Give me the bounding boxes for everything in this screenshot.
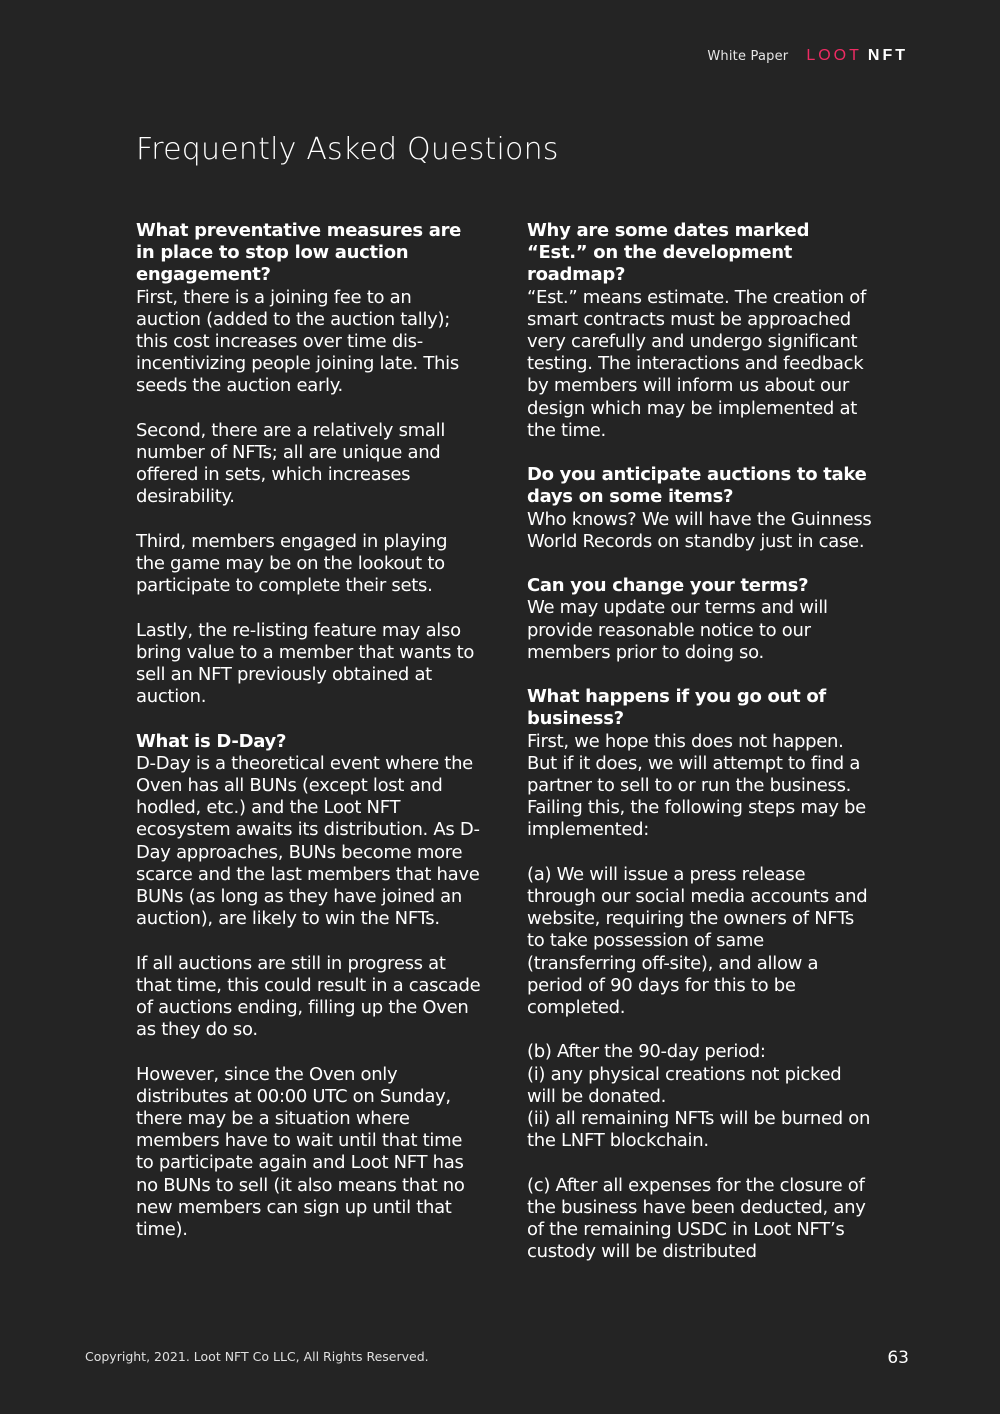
faq-answer-paragraph: Third, members engaged in playing the game may be on the lookout to participate to complete their sets. bbox=[136, 530, 448, 597]
faq-question: Can you change your terms? bbox=[527, 575, 809, 597]
faq-answer-paragraph: However, since the Oven only distributes at 00:00 UTC on Sunday, there may be a situation where members have to wait until that time to participate again and Loot NFT has no BUNs to sell (it also means that no new members can sign up until that time). bbox=[136, 1063, 465, 1241]
faq-right-column bbox=[527, 220, 872, 1286]
faq-answer-paragraph: First, there is a joining fee to an auction (added to the auction tally); this cost increases over time dis-incentivizing people joining late. This seeds the auction early. bbox=[136, 286, 459, 397]
faq-question: Do you anticipate auctions to take days on some items? bbox=[527, 464, 867, 508]
faq-answer-paragraph: (c) After all expenses for the closure of the business have been deducted, any of the remaining USDC in Loot NFT’s custody will be distributed bbox=[527, 1174, 866, 1263]
header-label: White Paper bbox=[707, 48, 789, 64]
faq-list-heading: (b) After the 90-day period: bbox=[527, 1041, 766, 1063]
faq-answer-list bbox=[527, 1041, 872, 1152]
faq-answer-paragraph: “Est.” means estimate. The creation of smart contracts must be approached very carefully and undergo significant testing. The interactions and feedback by members will inform us about our design which may be implemented at the time. bbox=[527, 286, 867, 441]
page-header bbox=[707, 47, 908, 65]
faq-item-d-day bbox=[136, 731, 481, 1242]
faq-answer-paragraph: Who knows? We will have the Guinness World Records on standby just in case. bbox=[527, 508, 872, 552]
faq-answer-paragraph: D-Day is a theoretical event where the Oven has all BUNs (except lost and hodled, etc.) and the Loot NFT ecosystem awaits its distribution. As D-Day approaches, BUNs become more scarce and the last members that have BUNs (as long as they have joined an auction), are likely to win the NFTs. bbox=[136, 752, 480, 930]
faq-left-column bbox=[136, 220, 481, 1263]
faq-answer-paragraph: Lastly, the re-listing feature may also bring value to a member that wants to sell an NFT previously obtained at auction. bbox=[136, 619, 475, 708]
faq-list-item: (ii) all remaining NFTs will be burned on the LNFT blockchain. bbox=[527, 1108, 871, 1152]
brand-logo-loot: LOOT bbox=[806, 47, 862, 64]
faq-answer-paragraph: Second, there are a relatively small number of NFTs; all are unique and offered in sets, which increases desirability. bbox=[136, 419, 446, 508]
faq-question: What is D-Day? bbox=[136, 730, 287, 752]
faq-answer-paragraph: We may update our terms and will provide reasonable notice to our members prior to doing so. bbox=[527, 597, 828, 663]
brand-logo bbox=[806, 47, 908, 65]
faq-question: What preventative measures are in place to stop low auction engagement? bbox=[136, 220, 462, 286]
faq-item-out-of-business bbox=[527, 686, 872, 1263]
faq-item-low-engagement bbox=[136, 220, 481, 708]
faq-question: Why are some dates marked “Est.” on the development roadmap? bbox=[527, 220, 810, 286]
faq-list-item: (i) any physical creations not picked will be donated. bbox=[527, 1063, 842, 1107]
faq-answer-paragraph: If all auctions are still in progress at that time, this could result in a cascade of auctions ending, filling up the Oven as they do so. bbox=[136, 952, 481, 1041]
faq-question: What happens if you go out of business? bbox=[527, 686, 826, 730]
faq-item-change-terms bbox=[527, 575, 872, 664]
faq-answer-paragraph: (a) We will issue a press release through our social media accounts and website, requiring the owners of NFTs to take possession of same (transferring off-site), and allow a period of 90 days for this to be completed. bbox=[527, 863, 868, 1019]
brand-logo-nft: NFT bbox=[867, 47, 908, 64]
faq-item-est-dates bbox=[527, 220, 872, 442]
footer-copyright: Copyright, 2021. Loot NFT Co LLC, All Rights Reserved. bbox=[85, 1349, 429, 1364]
faq-item-auction-duration bbox=[527, 464, 872, 553]
page-title: Frequently Asked Questions bbox=[136, 132, 559, 167]
page-number: 63 bbox=[887, 1348, 909, 1368]
faq-answer-paragraph: First, we hope this does not happen. But if it does, we will attempt to find a partner to sell to or run the business. Failing this, the following steps may be implemented: bbox=[527, 730, 866, 841]
